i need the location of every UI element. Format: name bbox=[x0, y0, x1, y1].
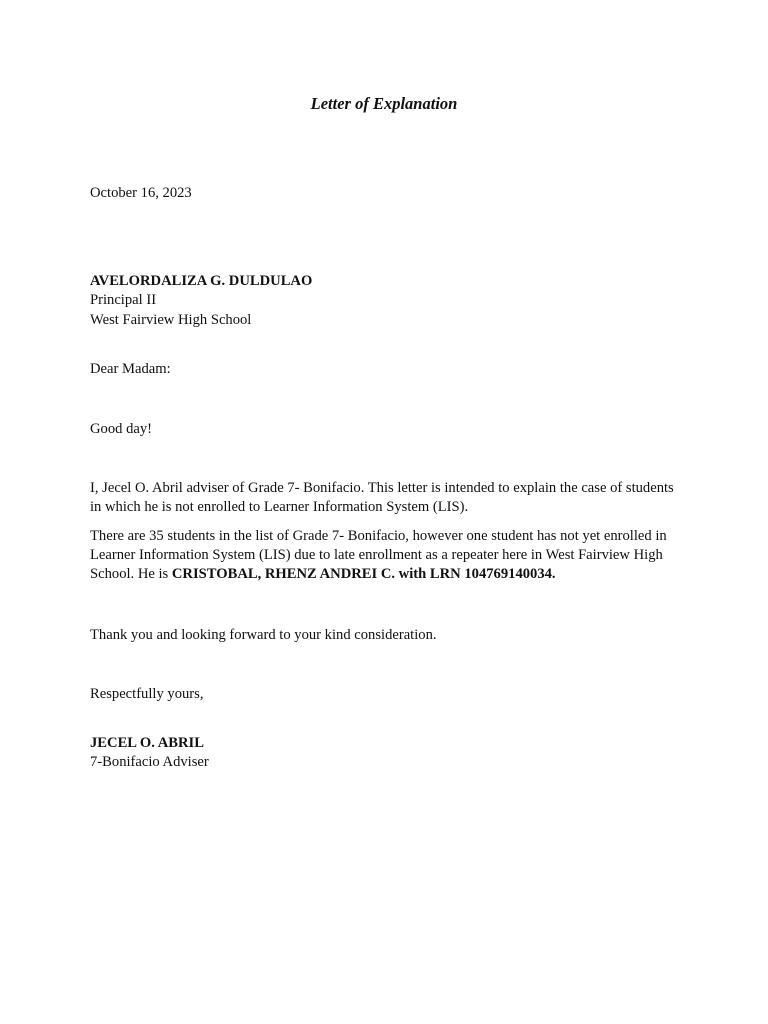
body-paragraph-1: I, Jecel O. Abril adviser of Grade 7- Bonifacio. This letter is intended to explain the case of students in which he is not enrolled to Learner Information System (LIS). bbox=[90, 480, 674, 516]
body-paragraph-2-text: There are 35 students in the list of Grade 7- Bonifacio, however one student has not yet enrolled in Learner Information System (LIS) due to late enrollment as a repeater here in West Fairview High School. He is bbox=[90, 528, 667, 583]
thanks-line: Thank you and looking forward to your kind consideration. bbox=[90, 627, 437, 643]
signatory-name: JECEL O. ABRIL bbox=[90, 735, 204, 751]
salutation: Dear Madam: bbox=[90, 361, 171, 377]
closing: Respectfully yours, bbox=[90, 686, 204, 702]
letter-date: October 16, 2023 bbox=[90, 185, 192, 201]
recipient-position: Principal II bbox=[90, 292, 157, 308]
signatory-position: 7-Bonifacio Adviser bbox=[90, 754, 209, 770]
recipient-name: AVELORDALIZA G. DULDULAO bbox=[90, 273, 313, 289]
body-paragraph-2 bbox=[90, 527, 680, 585]
letter-title: Letter of Explanation bbox=[310, 94, 458, 113]
greeting: Good day! bbox=[90, 421, 153, 437]
recipient-school: West Fairview High School bbox=[90, 312, 252, 328]
student-name-lrn: CRISTOBAL, RHENZ ANDREI C. with LRN 104769140034. bbox=[171, 566, 556, 583]
